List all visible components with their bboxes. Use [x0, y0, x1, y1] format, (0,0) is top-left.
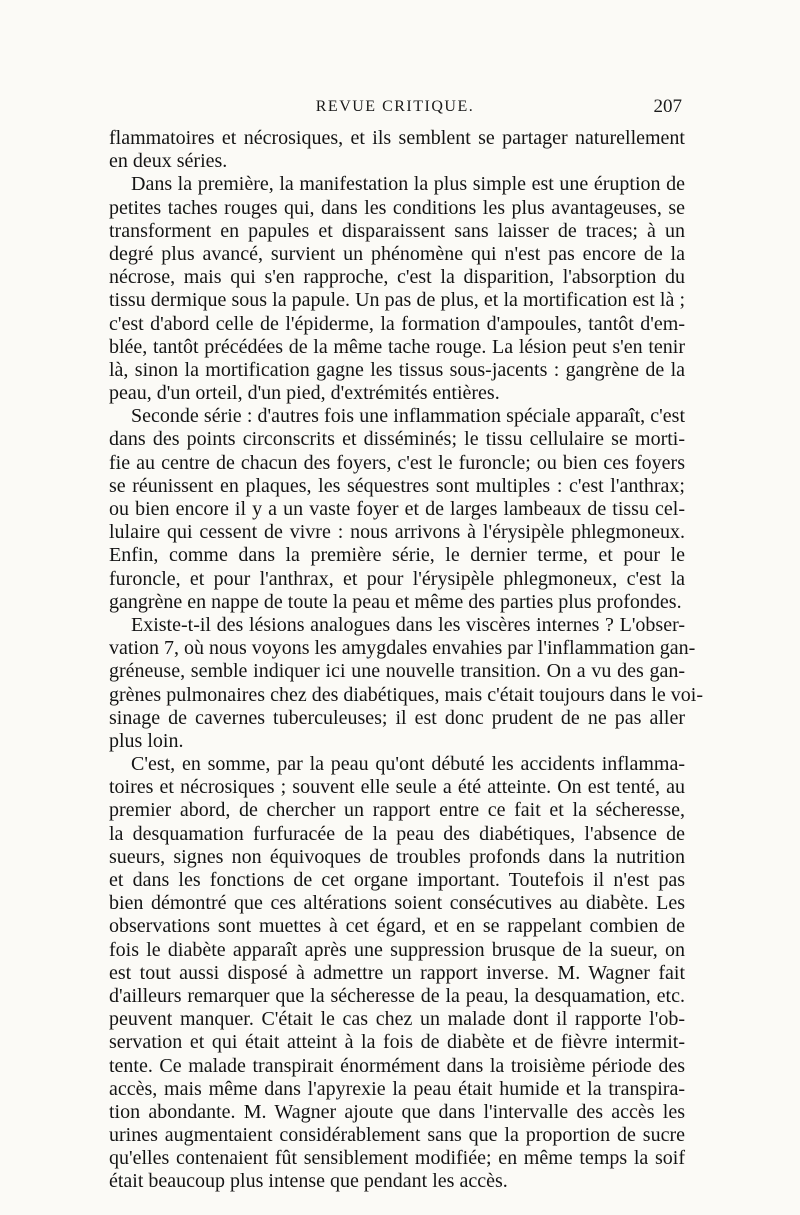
text-line: fie au centre de chacun des foyers, c'est le furoncle; ou bien ces foyers [109, 451, 685, 474]
text-line: en deux séries. [109, 150, 228, 173]
text-line: Enfin, comme dans la première série, le dernier terme, et pour le [109, 544, 685, 567]
text-line: gréneuse, semble indiquer ici une nouvelle transition. On a vu des gan- [109, 660, 685, 683]
text-line: Dans la première, la manifestation la plus simple est une éruption de [131, 173, 685, 196]
text-line: degré plus avancé, survient un phénomène qui n'est pas encore de la [109, 242, 685, 265]
text-line: là, sinon la mortification gagne les tissus sous-jacents : gangrène de la [109, 358, 685, 381]
text-line: blée, tantôt précédées de la même tache rouge. La lésion peut s'en tenir [109, 335, 685, 358]
text-line: dans des points circonscrits et disséminés; le tissu cellulaire se morti- [109, 428, 685, 451]
text-line: vation 7, où nous voyons les amygdales envahies par l'inflammation gan- [109, 637, 696, 660]
text-line: d'ailleurs remarquer que la sécheresse de la peau, la desquamation, etc. [109, 984, 685, 1007]
paragraph [109, 753, 685, 1194]
text-line: c'est d'abord celle de l'épiderme, la formation d'ampoules, tantôt d'em- [109, 312, 685, 335]
text-line: peau, d'un orteil, d'un pied, d'extrémités entières. [109, 382, 500, 405]
text-line: sinage de cavernes tuberculeuses; il est donc prudent de ne pas aller [109, 706, 685, 729]
text-line: Existe-t-il des lésions analogues dans les viscères internes ? L'obser- [131, 613, 685, 636]
text-line: furoncle, et pour l'anthrax, et pour l'érysipèle phlegmoneux, c'est la [109, 567, 685, 590]
text-line: gangrène en nappe de toute la peau et même des parties plus profondes. [109, 590, 682, 613]
text-line: flammatoires et nécrosiques, et ils semblent se partager naturellement [109, 127, 685, 149]
text-line: urines augmentaient considérablement sans que la proportion de sucre [109, 1124, 685, 1147]
text-line: C'est, en somme, par la peau qu'ont débuté les accidents inflamma- [131, 753, 685, 776]
text-line: petites taches rouges qui, dans les conditions les plus avantageuses, se [109, 196, 685, 219]
page-number: 207 [653, 96, 682, 117]
text-line: sueurs, signes non équivoques de troubles profonds dans la nutrition [109, 845, 685, 868]
text-line: est tout aussi disposé à admettre un rapport inverse. M. Wagner fait [109, 961, 685, 984]
text-line: la desquamation furfuracée de la peau des diabétiques, l'absence de [109, 822, 685, 845]
text-line: ou bien encore il y a un vaste foyer et de larges lambeaux de tissu cel- [109, 498, 685, 520]
text-line: nécrose, mais qui s'en rapproche, c'est la disparition, l'absorption du [109, 266, 685, 289]
text-line: toires et nécrosiques ; souvent elle seule a été atteinte. On est tenté, au [109, 776, 685, 799]
text-line: plus loin. [109, 729, 184, 752]
text-line: tissu dermique sous la papule. Un pas de plus, et la mortification est là ; [109, 289, 685, 312]
text-line: et dans les fonctions de cet organe important. Toutefois il n'est pas [109, 869, 685, 891]
text-line: observations sont muettes à cet égard, et en se rappelant combien de [109, 915, 685, 938]
text-line: qu'elles contenaient fût sensiblement modifiée; en même temps la soif [109, 1147, 685, 1170]
text-line: peuvent manquer. C'était le cas chez un malade dont il rapporte l'ob- [109, 1008, 685, 1031]
text-line: transforment en papules et disparaissent sans laisser de traces; à un [109, 219, 685, 242]
text-line: était beaucoup plus intense que pendant les accès. [109, 1170, 508, 1193]
text-line: tente. Ce malade transpirait énormément dans la troisième période des [109, 1054, 685, 1077]
text-line: bien démontré que ces altérations soient consécutives au diabète. Les [109, 892, 685, 915]
text-line: premier abord, de chercher un rapport entre ce fait et la sécheresse, [109, 799, 685, 822]
running-head [108, 98, 682, 122]
text-line: fois le diabète apparaît après une suppression brusque de la sueur, on [109, 938, 685, 961]
text-line: lulaire qui cessent de vivre : nous arrivons à l'érysipèle phlegmoneux. [109, 521, 685, 544]
body-text [109, 127, 703, 1194]
paragraph [109, 127, 685, 173]
text-line: Seconde série : d'autres fois une inflammation spéciale apparaît, c'est [131, 405, 685, 428]
text-line: grènes pulmonaires chez des diabétiques, mais c'était toujours dans le voi- [109, 683, 703, 706]
paragraph [109, 405, 685, 614]
text-line: servation et qui était atteint à la fois de diabète et de fièvre intermit- [109, 1031, 685, 1054]
paragraph [109, 173, 685, 405]
text-line: tion abondante. M. Wagner ajoute que dans l'intervalle des accès les [109, 1100, 685, 1123]
text-line: accès, mais même dans l'apyrexie la peau était humide et la transpira- [109, 1077, 685, 1100]
text-line: se réunissent en plaques, les séquestres sont multiples : c'est l'anthrax; [109, 474, 685, 497]
running-title: REVUE CRITIQUE. [315, 98, 475, 115]
paragraph [109, 613, 703, 753]
